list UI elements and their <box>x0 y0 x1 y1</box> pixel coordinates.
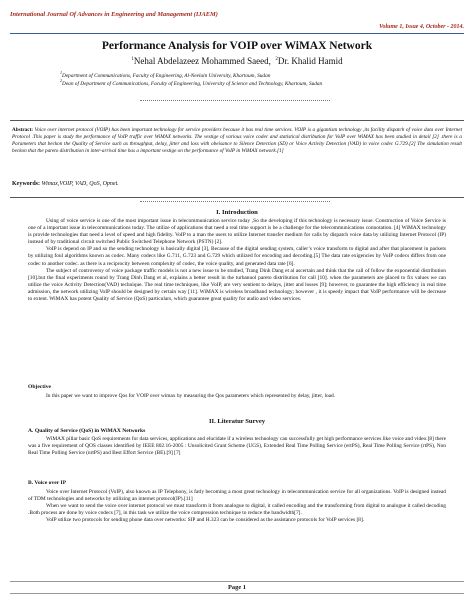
introduction-body <box>28 218 446 303</box>
affiliation-2 <box>60 78 322 87</box>
journal-emph: Engineering and Management (IJAEM) <box>111 11 218 18</box>
objective-text: In this paper we want to improve Qos for VOIP over wimax by measuring the Qos parameters which represented by delay, jitter, load. <box>46 393 336 399</box>
objective-heading: Objective <box>28 384 51 390</box>
intro-paragraph-1: Using of voice service is one of the most important issue in telecommunication service today ,So the developing if this technology is necessary issue. Construction of Voice Service is one of a important issue in telecommunications today. The utilize of applications that need a real time support is be a challenge for the telecommunications connotation. [4] WiMAX technology is provide technologies that need a level of speed and high fidelity. VoIP to a man the users to utilize Internet transfer medium for calls by dispatch voice data by utilizing Internet Protocol (IP) instead of by traditional circuit switched Public Switched Telephone Network (PSTN) [2]. <box>28 218 446 246</box>
separator-abstract <box>140 201 330 202</box>
journal-prefix: International Journal Of Advances in <box>10 11 112 18</box>
footer-rule <box>10 581 464 582</box>
literature-heading: II. Literatur Survey <box>208 418 266 425</box>
qos-text: WiMAX pillar basic QoS requirements for data services, applications and elucidate if a wireless technology can successfully get high performance services like voice and video.[8] there was a five requirement of QOS classes identified by IEEE 802.16-2005 : Unsolicited Grant Scheme (UGS), Extended Real Time Polling Service (ertPS), Real Time Polling Service (rtPS), Non Real Time Polling Service (nrtPS) and Best Effort Service (BE).[9] [7] <box>28 436 446 457</box>
affil1-number: 1 <box>60 70 62 75</box>
affil1-text: Department of Communications, Faculty of Engineering, Al-Neelain University, Khartoum, Sudan <box>62 72 271 79</box>
voip-body <box>28 489 446 524</box>
keywords-text: Wimax,VOIP, VAD, QoS, Opnet. <box>41 181 119 187</box>
abstract-text: Voice over internet protocol (VOIP) has been important technology for service providers because it has real time services. VOIP is a gigantism technology ,its facility dispatch of voice data over Internet Protocol .This paper is study the performance of VoIP traffic over WiMAX networks. The vestige of various voice codec and statistical distribution for VoIP over WiMAX has been studied in detail [2] .there is a Parameters that beckon the Quality of Service such as throughput, delay, jitter and loss with obeisance to Silence Detection (SD) or Voice Activity Detection (VAD) in voice codec G.729.[2] The simulation result beckon that the pareto distribution in inter-arrival time has a important vestige on the performance of VoIP in WiMAX network.[1] <box>12 127 463 154</box>
keywords <box>12 181 119 187</box>
footer-rule-bottom <box>10 593 464 594</box>
voip-paragraph-1: Voice over Internet Protocol (VoIP), also known as IP Telephony, is fatly becoming a most great technology in telecommunication service for all organizations. VoIP is designed instead of TDM technologies and networks by utilizing an internet protocol(IP).[11] <box>28 489 446 503</box>
intro-paragraph-3: The subject of controversy of voice package traffic models is not a new issue to be studied, Trang Dinh Dang et al ascertain and think that the call of follow the exponential distribution [10].but the final experiments round by Trang Dinh Dang et al, explains a better result in the turbanuol pareto distribution for call [10]. when the parameters are placed to fix values we can utilize the voice Activity Detection(VAD) technique. The real time techniques, like VoIP, are very sentient to delays, jitter and losses [9]; however, to guarantee the high efficiency in real time admission, the network utilizing VoIP should be designed by certain way [11]. WiMAX is wireless broadband technology; however , it is speedy impact that VoIP performance will be decrease to extent. WiMAX has potent Quality of Service (QoS) particulars, which guarantee great quality for audio and video services. <box>28 267 446 303</box>
qos-body <box>28 436 446 457</box>
paper-title: Performance Analysis for VOIP over WiMAX Network <box>101 40 373 52</box>
intro-paragraph-2: VoIP is depend on IP and so the sending technology is basically digital [3], Because of the digital sending system, caller’s voice transform to digital and after that placement in packets by utilizing foul algorithms known as codec. Many codecs like G.711, G.723 and G.729 which utilized for encoding and decoding.[5] The data rate exigencies by VoIP codecs differs from one codec to another codec. as there is a reciprocity between complexity of codec, the voice quality, and generated data rate [6]. <box>28 246 446 267</box>
author1-number: 1 <box>131 57 134 62</box>
introduction-heading: I. Introduction <box>216 209 258 216</box>
objective-body <box>28 393 446 400</box>
author-2: Dr. Khalid Hamid <box>277 56 343 66</box>
affil2-text: Dean of Department of Communications, Faculty of Engineering, University of Science and Technology, Khartoum, Sudan <box>62 80 323 87</box>
qos-heading: A. Quality of Service (QoS) in WiMAX Networks <box>28 428 146 434</box>
header-rule <box>10 33 464 34</box>
voip-paragraph-2: When we want to send the voice over internet protocol we must transform it from analogue to digital, it called encoding and the transforming from digital to analogue it called decoding .Both process are done by voice codecs [7], in this task we utilize the voice compression technique to reduce the bandwidth[7]. <box>28 503 446 517</box>
voip-paragraph-3: VoIP utilize two protocols for sending phone data over networks: SIP and H.323 can be considered as the assistance protocols for VoIP services [8]. <box>46 517 365 524</box>
author-1: Nehal Abdelazeez Mohammed Saeed, <box>133 56 271 66</box>
abstract-label: Abstract: <box>12 127 34 133</box>
keywords-label: Keywords: <box>12 181 40 187</box>
issue-info: Volume 1, Issue 4, October - 2014. <box>379 24 464 30</box>
journal-name <box>10 11 218 18</box>
page-number: Page 1 <box>228 584 246 591</box>
author2-number: 2 <box>275 57 278 62</box>
voip-heading: B. Voice over IP <box>28 480 67 486</box>
abstract <box>12 127 462 155</box>
author-line <box>0 56 474 66</box>
affil2-number: 2 <box>60 78 62 83</box>
separator-top <box>140 100 330 101</box>
